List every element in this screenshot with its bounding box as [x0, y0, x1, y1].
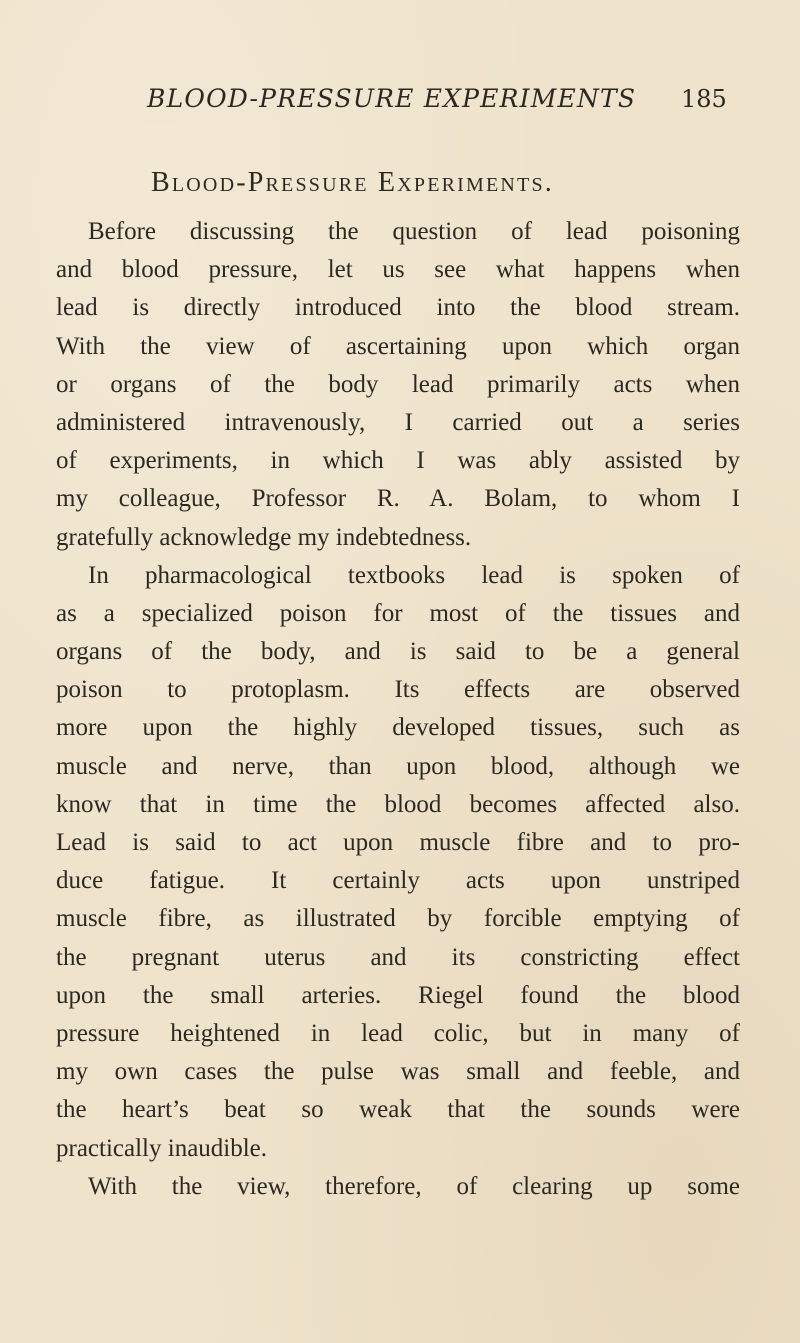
text-line: or organs of the body lead primarily acts when: [56, 370, 740, 398]
text-line: muscle and nerve, than upon blood, although we: [56, 752, 740, 780]
text-line: administered intravenously, I carried out a series: [56, 408, 740, 436]
text-line: as a specialized poison for most of the tissues and: [56, 599, 740, 627]
text-line: organs of the body, and is said to be a general: [56, 638, 740, 666]
text-line: muscle fibre, as illustrated by forcible emptying of: [56, 905, 740, 933]
page-number: 185: [681, 85, 727, 113]
text-line: poison to protoplasm. Its effects are observed: [56, 676, 740, 704]
text-line: my colleague, Professor R. A. Bolam, to whom I: [56, 485, 740, 513]
text-line: pressure heightened in lead colic, but in many of: [56, 1019, 740, 1047]
text-line: practically inaudible.: [56, 1134, 268, 1162]
text-line: Lead is said to act upon muscle fibre and to pro-: [56, 829, 740, 856]
text-line: duce fatigue. It certainly acts upon unstriped: [56, 867, 740, 895]
text-line: With the view, therefore, of clearing up some: [88, 1172, 740, 1200]
text-line: and blood pressure, let us see what happens when: [56, 256, 740, 284]
text-line: gratefully acknowledge my indebtedness.: [56, 523, 472, 551]
text-line: lead is directly introduced into the blood stream.: [56, 294, 740, 322]
text-line: Before discussing the question of lead poisoning: [88, 218, 740, 245]
text-line: know that in time the blood becomes affected also.: [56, 790, 740, 818]
text-line: the heart’s beat so weak that the sounds were: [56, 1096, 740, 1124]
text-line: upon the small arteries. Riegel found the blood: [56, 981, 740, 1009]
text-line: With the view of ascertaining upon which organ: [56, 332, 740, 360]
running-head-title: BLOOD-PRESSURE EXPERIMENTS: [147, 84, 637, 113]
section-heading: Blood-Pressure Experiments.: [151, 167, 554, 198]
text-line: more upon the highly developed tissues, such as: [56, 714, 740, 742]
body-text: [56, 213, 740, 1206]
text-line: my own cases the pulse was small and feeble, and: [56, 1058, 740, 1086]
text-line: the pregnant uterus and its constricting effect: [56, 943, 740, 971]
text-line: In pharmacological textbooks lead is spoken of: [88, 561, 740, 589]
text-line: of experiments, in which I was ably assisted by: [56, 447, 740, 475]
